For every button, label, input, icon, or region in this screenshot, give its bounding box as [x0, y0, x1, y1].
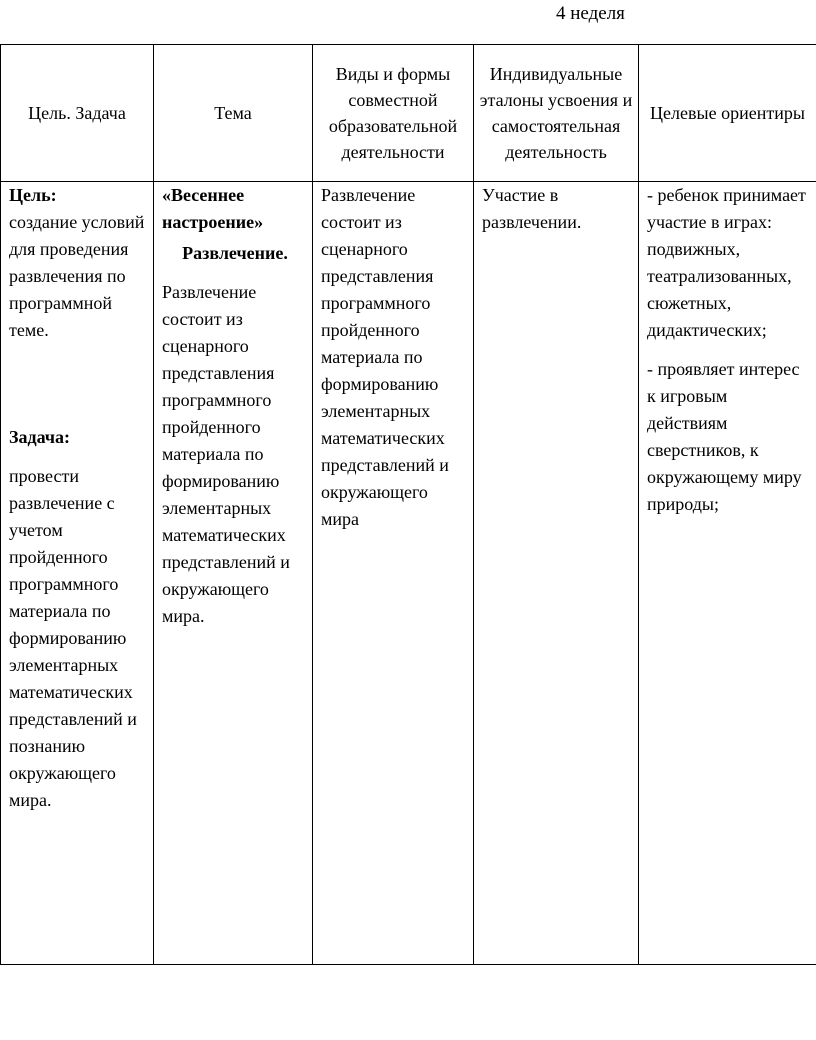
goal-task-cell	[1, 182, 154, 965]
theme-cell	[154, 182, 313, 965]
table-header-row	[1, 45, 816, 182]
individual-text: Участие в развлечении.	[482, 185, 582, 232]
theme-title: «Весеннее настроение»	[162, 185, 264, 232]
targets-cell	[639, 182, 816, 965]
lesson-plan-table	[0, 44, 816, 965]
task-text: провести развлечение с учетом пройденного программного материала по формированию элементарных математических представлений и познанию окружающего мира.	[9, 466, 137, 810]
theme-type: Развлечение.	[182, 243, 288, 263]
header-goal-task: Цель. Задача	[1, 45, 154, 182]
target-item: - проявляет интерес к игровым действиям сверстников, к окружающему миру природы;	[647, 359, 802, 514]
theme-text: Развлечение состоит из сценарного представления программного пройденного материала по формированию элементарных математических представлений и окружающего мира.	[162, 282, 290, 626]
goal-label: Цель:	[9, 185, 57, 205]
target-item: - ребенок принимает участие в играх: подвижных, театрализованных, сюжетных, дидактических;	[647, 185, 806, 340]
goal-text: создание условий для проведения развлечения по программной теме.	[9, 212, 145, 340]
header-individual: Индивидуальные эталоны усвоения и самостоятельная деятельность	[474, 45, 639, 182]
forms-cell	[313, 182, 474, 965]
header-theme: Тема	[154, 45, 313, 182]
task-label: Задача:	[9, 427, 71, 447]
header-targets: Целевые ориентиры	[639, 45, 816, 182]
individual-cell	[474, 182, 639, 965]
forms-text: Развлечение состоит из сценарного представления программного пройденного материала по формированию элементарных математических представлений и окружающего мира	[321, 185, 449, 529]
table-row	[1, 182, 816, 965]
week-label: 4 неделя	[556, 3, 625, 24]
header-forms: Виды и формы совместной образовательной деятельности	[313, 45, 474, 182]
